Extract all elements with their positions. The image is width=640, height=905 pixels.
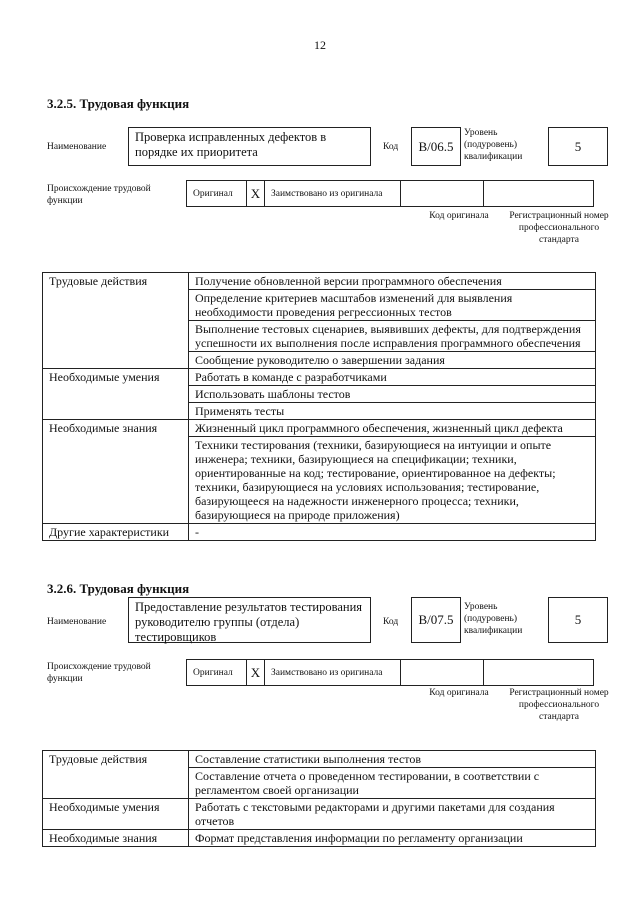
category-cell: Необходимые умения [43, 369, 189, 420]
original-mark: X [247, 660, 265, 686]
item-cell: Определение критериев масштабов изменений для выявления необходимости проведения регрессионных тестов [189, 290, 596, 321]
item-cell: Применять тесты [189, 403, 596, 420]
function-name: Проверка исправленных дефектов в порядке их приоритета [128, 127, 371, 166]
code-label: Код [383, 142, 399, 152]
code-original-cell [401, 660, 484, 686]
item-cell: Получение обновленной версии программного обеспечения [189, 273, 596, 290]
function-details-table-325 [42, 272, 596, 541]
name-label: Наименование [47, 142, 107, 152]
borrowed-label: Заимствовано из оригинала [265, 181, 401, 207]
section-heading-326: 3.2.6. Трудовая функция [47, 581, 190, 596]
category-cell: Трудовые действия [43, 751, 189, 799]
code-original-caption: Код оригинала [429, 211, 489, 221]
qualification-level: 5 [548, 127, 608, 166]
category-cell: Необходимые умения [43, 799, 189, 830]
category-cell: Необходимые знания [43, 830, 189, 847]
reg-number-cell [484, 181, 594, 207]
function-details-table-326 [42, 750, 596, 847]
reg-number-cell [484, 660, 594, 686]
category-cell: Трудовые действия [43, 273, 189, 369]
original-label: Оригинал [187, 181, 247, 207]
name-label: Наименование [47, 617, 107, 627]
item-cell: Выполнение тестовых сценариев, выявивших дефекты, для подтверждения успешности их выполнения после исправления программного обеспечения [189, 321, 596, 352]
origin-table [186, 180, 594, 207]
origin-label: Происхождение трудовой функции [47, 662, 151, 684]
category-cell: Другие характеристики [43, 524, 189, 541]
item-cell: - [189, 524, 596, 541]
reg-number-caption: Регистрационный номер профессионального стандарта [509, 688, 609, 722]
level-label: Уровень (подуровень) квалификации [464, 128, 523, 162]
item-cell: Техники тестирования (техники, базирующиеся на интуиции и опыте инженера; техники, базирующиеся на спецификации; техники, ориентированные на код; тестирование, ориентированное на дефекты; техники, базирующиеся на условиях использования; тестирование, базирующееся на надежности инженерного процесса; техники, базирующиеся на природе приложения) [189, 437, 596, 524]
reg-number-caption: Регистрационный номер профессионального стандарта [509, 211, 609, 245]
code-original-cell [401, 181, 484, 207]
code-label: Код [383, 617, 399, 627]
qualification-level: 5 [548, 597, 608, 643]
section-heading-325: 3.2.5. Трудовая функция [47, 96, 190, 111]
category-cell: Необходимые знания [43, 420, 189, 524]
origin-label: Происхождение трудовой функции [47, 184, 151, 206]
function-code: B/07.5 [411, 597, 461, 643]
origin-table [186, 659, 594, 686]
item-cell: Работать с текстовыми редакторами и другими пакетами для создания отчетов [189, 799, 596, 830]
item-cell: Жизненный цикл программного обеспечения, жизненный цикл дефекта [189, 420, 596, 437]
level-label: Уровень (подуровень) квалификации [464, 602, 523, 636]
item-cell: Формат представления информации по регламенту организации [189, 830, 596, 847]
function-code: B/06.5 [411, 127, 461, 166]
item-cell: Сообщение руководителю о завершении задания [189, 352, 596, 369]
item-cell: Использовать шаблоны тестов [189, 386, 596, 403]
borrowed-label: Заимствовано из оригинала [265, 660, 401, 686]
item-cell: Работать в команде с разработчиками [189, 369, 596, 386]
original-label: Оригинал [187, 660, 247, 686]
original-mark: X [247, 181, 265, 207]
page-number: 12 [314, 38, 326, 52]
function-name: Предоставление результатов тестирования руководителю группы (отдела) тестировщиков [128, 597, 371, 643]
item-cell: Составление отчета о проведенном тестировании, в соответствии с регламентом своей организации [189, 768, 596, 799]
code-original-caption: Код оригинала [429, 688, 489, 698]
item-cell: Составление статистики выполнения тестов [189, 751, 596, 768]
